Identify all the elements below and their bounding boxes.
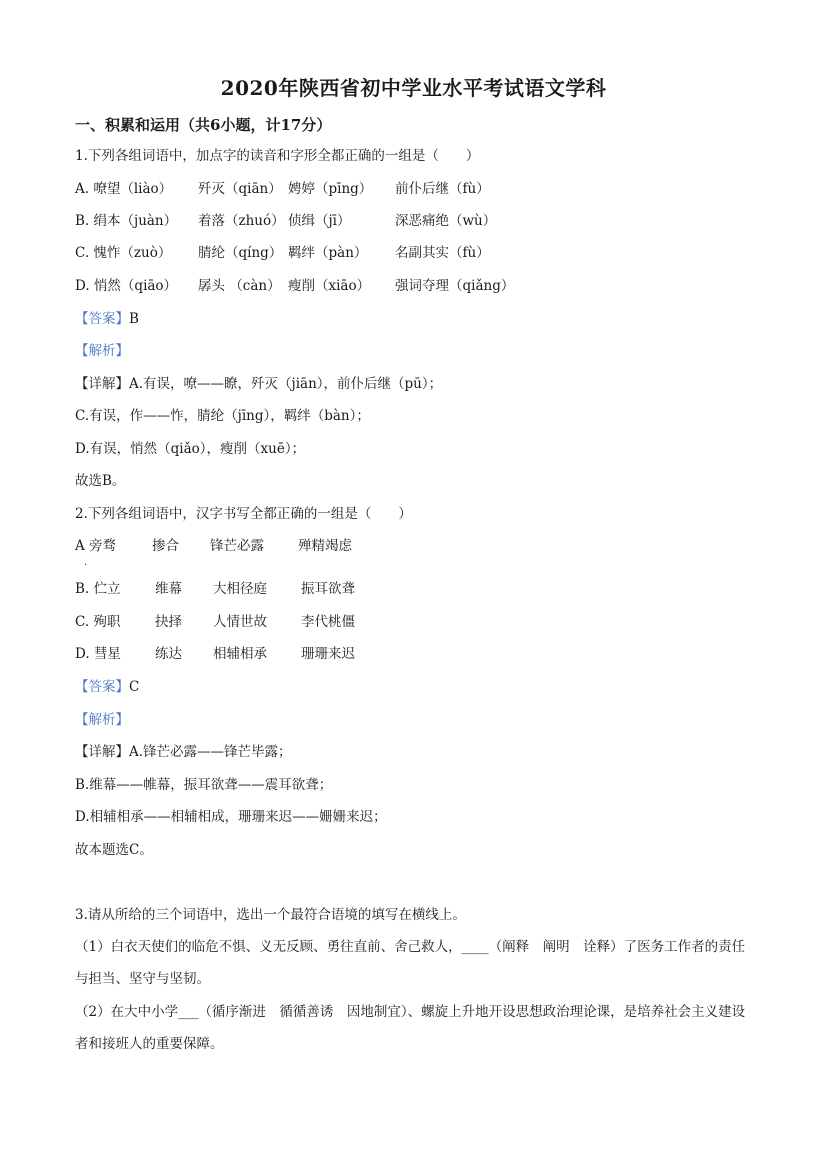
q1-detail-3: D.有误，悄然（qiǎo），瘦削（xuē）；	[75, 441, 306, 457]
emphasis-dot: ·	[84, 560, 88, 571]
q2-a-1: A 旁骛	[75, 538, 117, 554]
q1-a-1: A. 嘹望（liào）	[75, 181, 173, 197]
q1-detail-4: 故选B。	[75, 473, 126, 489]
q1-answer	[75, 310, 139, 328]
q2-option-a	[75, 537, 352, 555]
q2-detail-4: 故本题选C。	[75, 842, 153, 858]
q1-detail-1: 【详解】A.有误，嘹——瞭，歼灭（jiān），前仆后继（pū）；	[75, 376, 443, 392]
q1-option-d	[75, 277, 514, 295]
q1-d-1: D. 悄然（qiāo）	[75, 278, 178, 294]
q1-c-2: 腈纶（qíng）	[198, 245, 283, 261]
q2-d-1: D. 彗星	[75, 646, 121, 662]
q2-c-4: 李代桃僵	[301, 614, 355, 630]
q1-analysis-label: 【解析】	[75, 343, 129, 359]
q1-detail-2: C.有误，作——怍，腈纶（jīng），羁绊（bàn）；	[75, 408, 370, 424]
q1-a-4: 前仆后继（fù）	[395, 181, 490, 197]
q1-option-a	[75, 180, 490, 198]
q2-d-4: 珊珊来迟	[301, 646, 355, 662]
q2-a-4: 殚精竭虑	[298, 538, 352, 554]
q2-c-2: 抉择	[155, 614, 182, 630]
q1-d-2: 孱头 （càn）	[198, 278, 281, 294]
q2-detail-3: D.相辅相承——相辅相成，珊珊来迟——姗姗来迟；	[75, 809, 387, 825]
page-title: 2020年陕西省初中学业水平考试语文学科	[220, 76, 607, 100]
q1-b-4: 深恶痛绝（wù）	[395, 213, 497, 229]
q1-c-3: 羁绊（pàn）	[288, 245, 368, 261]
q2-analysis-label: 【解析】	[75, 712, 129, 728]
q2-d-3: 相辅相承	[213, 646, 267, 662]
q1-b-2: 着落（zhuó）	[198, 213, 285, 229]
q2-answer	[75, 678, 139, 696]
q2-answer-value: C	[129, 679, 140, 695]
q2-option-c	[75, 613, 355, 631]
q2-b-4: 振耳欲聋	[301, 581, 355, 597]
q2-detail-1: 【详解】A.锋芒必露——锋芒毕露；	[75, 744, 292, 760]
q1-stem: 1.下列各组词语中，加点字的读音和字形全都正确的一组是（ ）	[75, 148, 480, 164]
q1-answer-value: B	[129, 311, 139, 327]
section-heading: 一、积累和运用（共6小题，计17分）	[75, 116, 332, 134]
q2-answer-label: 【答案】	[75, 679, 129, 695]
q2-b-2: 维幕	[155, 581, 182, 597]
q2-c-3: 人情世故	[213, 614, 267, 630]
q2-b-3: 大相径庭	[213, 581, 267, 597]
q1-a-3: 娉婷（pīng）	[288, 181, 373, 197]
q1-d-3: 瘦削（xiāo）	[288, 278, 371, 294]
q1-a-2: 歼灭（qiān）	[198, 181, 282, 197]
q2-option-b	[75, 580, 355, 598]
q1-answer-label: 【答案】	[75, 311, 129, 327]
q1-b-3: 侦缉（jī）	[288, 213, 351, 229]
q2-stem: 2.下列各组词语中，汉字书写全都正确的一组是（ ）	[75, 506, 412, 522]
q2-d-2: 练达	[155, 646, 182, 662]
q1-option-c	[75, 244, 490, 262]
q2-b-1: B. 伫立	[75, 581, 121, 597]
q1-c-1: C. 愧怍（zuò）	[75, 245, 172, 261]
q3-part-2: （2）在大中小学___（循序渐进 循循善诱 因地制宜）、螺旋上升地开设思想政治理论课，是培养社会主义建设者和接班人的重要保障。	[75, 1004, 746, 1052]
q1-c-4: 名副其实（fù）	[395, 245, 490, 261]
q2-a-2: 掺合	[152, 538, 179, 554]
q2-a-3: 锋芒必露	[210, 538, 264, 554]
q3-stem: 3.请从所给的三个词语中，选出一个最符合语境的填写在横线上。	[75, 907, 466, 923]
q3-part-1: （1）白衣天使们的临危不惧、义无反顾、勇往直前、舍己救人，____（阐释 阐明 诠释）了医务工作者的责任与担当、坚守与坚韧。	[75, 939, 746, 987]
q1-option-b	[75, 212, 496, 230]
q1-b-1: B. 绢本（juàn）	[75, 213, 178, 229]
q2-detail-2: B.维幕——帷幕，振耳欲聋——震耳欲聋；	[75, 777, 333, 793]
q1-d-4: 强词夺理（qiǎng）	[395, 278, 515, 294]
q2-option-d	[75, 645, 355, 663]
q2-c-1: C. 殉职	[75, 614, 121, 630]
